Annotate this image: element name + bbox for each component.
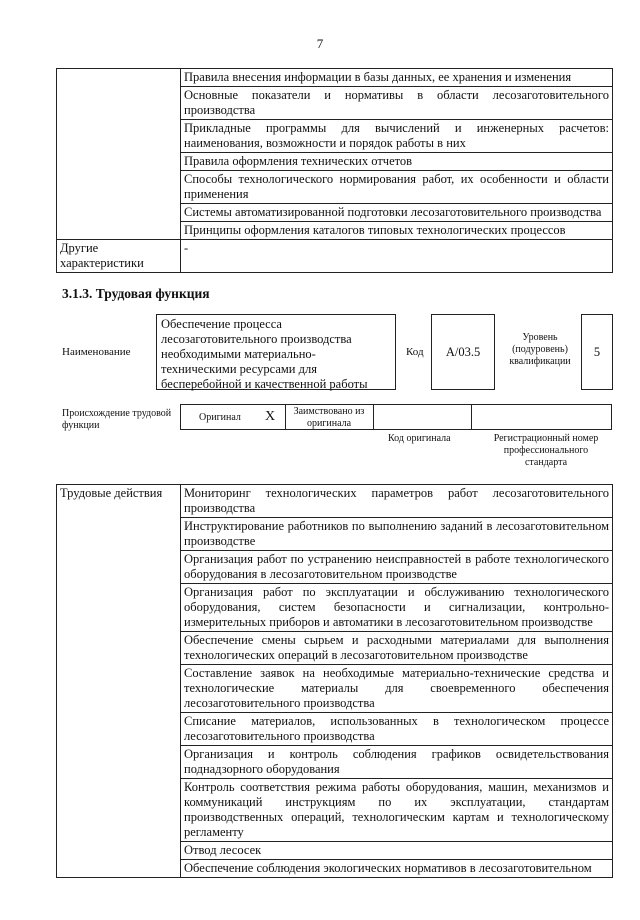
knowledge-row: Принципы оформления каталогов типовых технологических процессов <box>181 222 613 240</box>
other-characteristics-label: Другие характеристики <box>57 240 181 273</box>
action-row: Составление заявок на необходимые материально-технические средства и технологические материалы для своевременного обеспечения лесозаготовительного производства <box>181 665 613 713</box>
borrowed-label: Заимствовано из оригинала <box>293 406 365 429</box>
origin-strip <box>180 404 612 430</box>
level-value: 5 <box>581 314 613 390</box>
action-row: Инструктирование работников по выполнению заданий в лесозаготовительном производстве <box>181 518 613 551</box>
knowledge-row: Правила внесения информации в базы данных, ее хранения и изменения <box>181 69 613 87</box>
action-row: Списание материалов, использованных в технологическом процессе лесозаготовительного производства <box>181 713 613 746</box>
original-mark: X <box>265 409 276 424</box>
action-row: Организация работ по эксплуатации и обслуживанию технологического оборудования, систем безопасности и сигнализации, контрольно-измерительных приборов и автоматики в лесозаготовительном производстве <box>181 584 613 632</box>
function-name: Обеспечение процесса лесозаготовительного производства необходимыми материально-техническими ресурсами для бесперебойной и качественной работы <box>156 314 396 390</box>
original-code-label: Код оригинала <box>388 433 451 444</box>
knowledge-label-cell <box>57 69 181 240</box>
code-value: А/03.5 <box>431 314 495 390</box>
action-row: Организация работ по устранению неисправностей в работе технологического оборудования в лесозаготовительном производстве <box>181 551 613 584</box>
origin-label: Происхождение трудовой функции <box>62 408 172 431</box>
knowledge-table <box>56 68 613 273</box>
original-label: Оригинал <box>199 412 241 423</box>
knowledge-row: Основные показатели и нормативы в области лесозаготовительного производства <box>181 87 613 120</box>
action-row: Обеспечение соблюдения экологических нормативов в лесозаготовительном <box>181 860 613 878</box>
actions-label: Трудовые действия <box>57 485 181 878</box>
section-heading: 3.1.3. Трудовая функция <box>62 286 210 301</box>
action-row: Обеспечение смены сырьем и расходными материалами для выполнения технологических операций в лесозаготовительном производстве <box>181 632 613 665</box>
action-row: Мониторинг технологических параметров работ лесозаготовительного производства <box>181 485 613 518</box>
other-characteristics-value: - <box>181 240 613 273</box>
reg-number-label: Регистрационный номер профессионального стандарта <box>493 433 599 468</box>
action-row: Отвод лесосек <box>181 842 613 860</box>
knowledge-row: Системы автоматизированной подготовки лесозаготовительного производства <box>181 204 613 222</box>
knowledge-row: Правила оформления технических отчетов <box>181 153 613 171</box>
actions-table <box>56 484 613 878</box>
knowledge-row: Прикладные программы для вычислений и инженерных расчетов: наименования, возможности и порядок работы в них <box>181 120 613 153</box>
action-row: Контроль соответствия режима работы оборудования, машин, механизмов и коммуникаций инструкциям по их эксплуатации, стандартам производственных операций, технологическим картам и технологическому регламенту <box>181 779 613 842</box>
name-label: Наименование <box>62 346 131 358</box>
code-label: Код <box>406 346 424 358</box>
level-label: Уровень (подуровень) квалификации <box>509 332 571 367</box>
knowledge-row: Способы технологического нормирования работ, их особенности и области применения <box>181 171 613 204</box>
page-number: 7 <box>316 36 324 51</box>
action-row: Организация и контроль соблюдения графиков освидетельствования поднадзорного оборудования <box>181 746 613 779</box>
